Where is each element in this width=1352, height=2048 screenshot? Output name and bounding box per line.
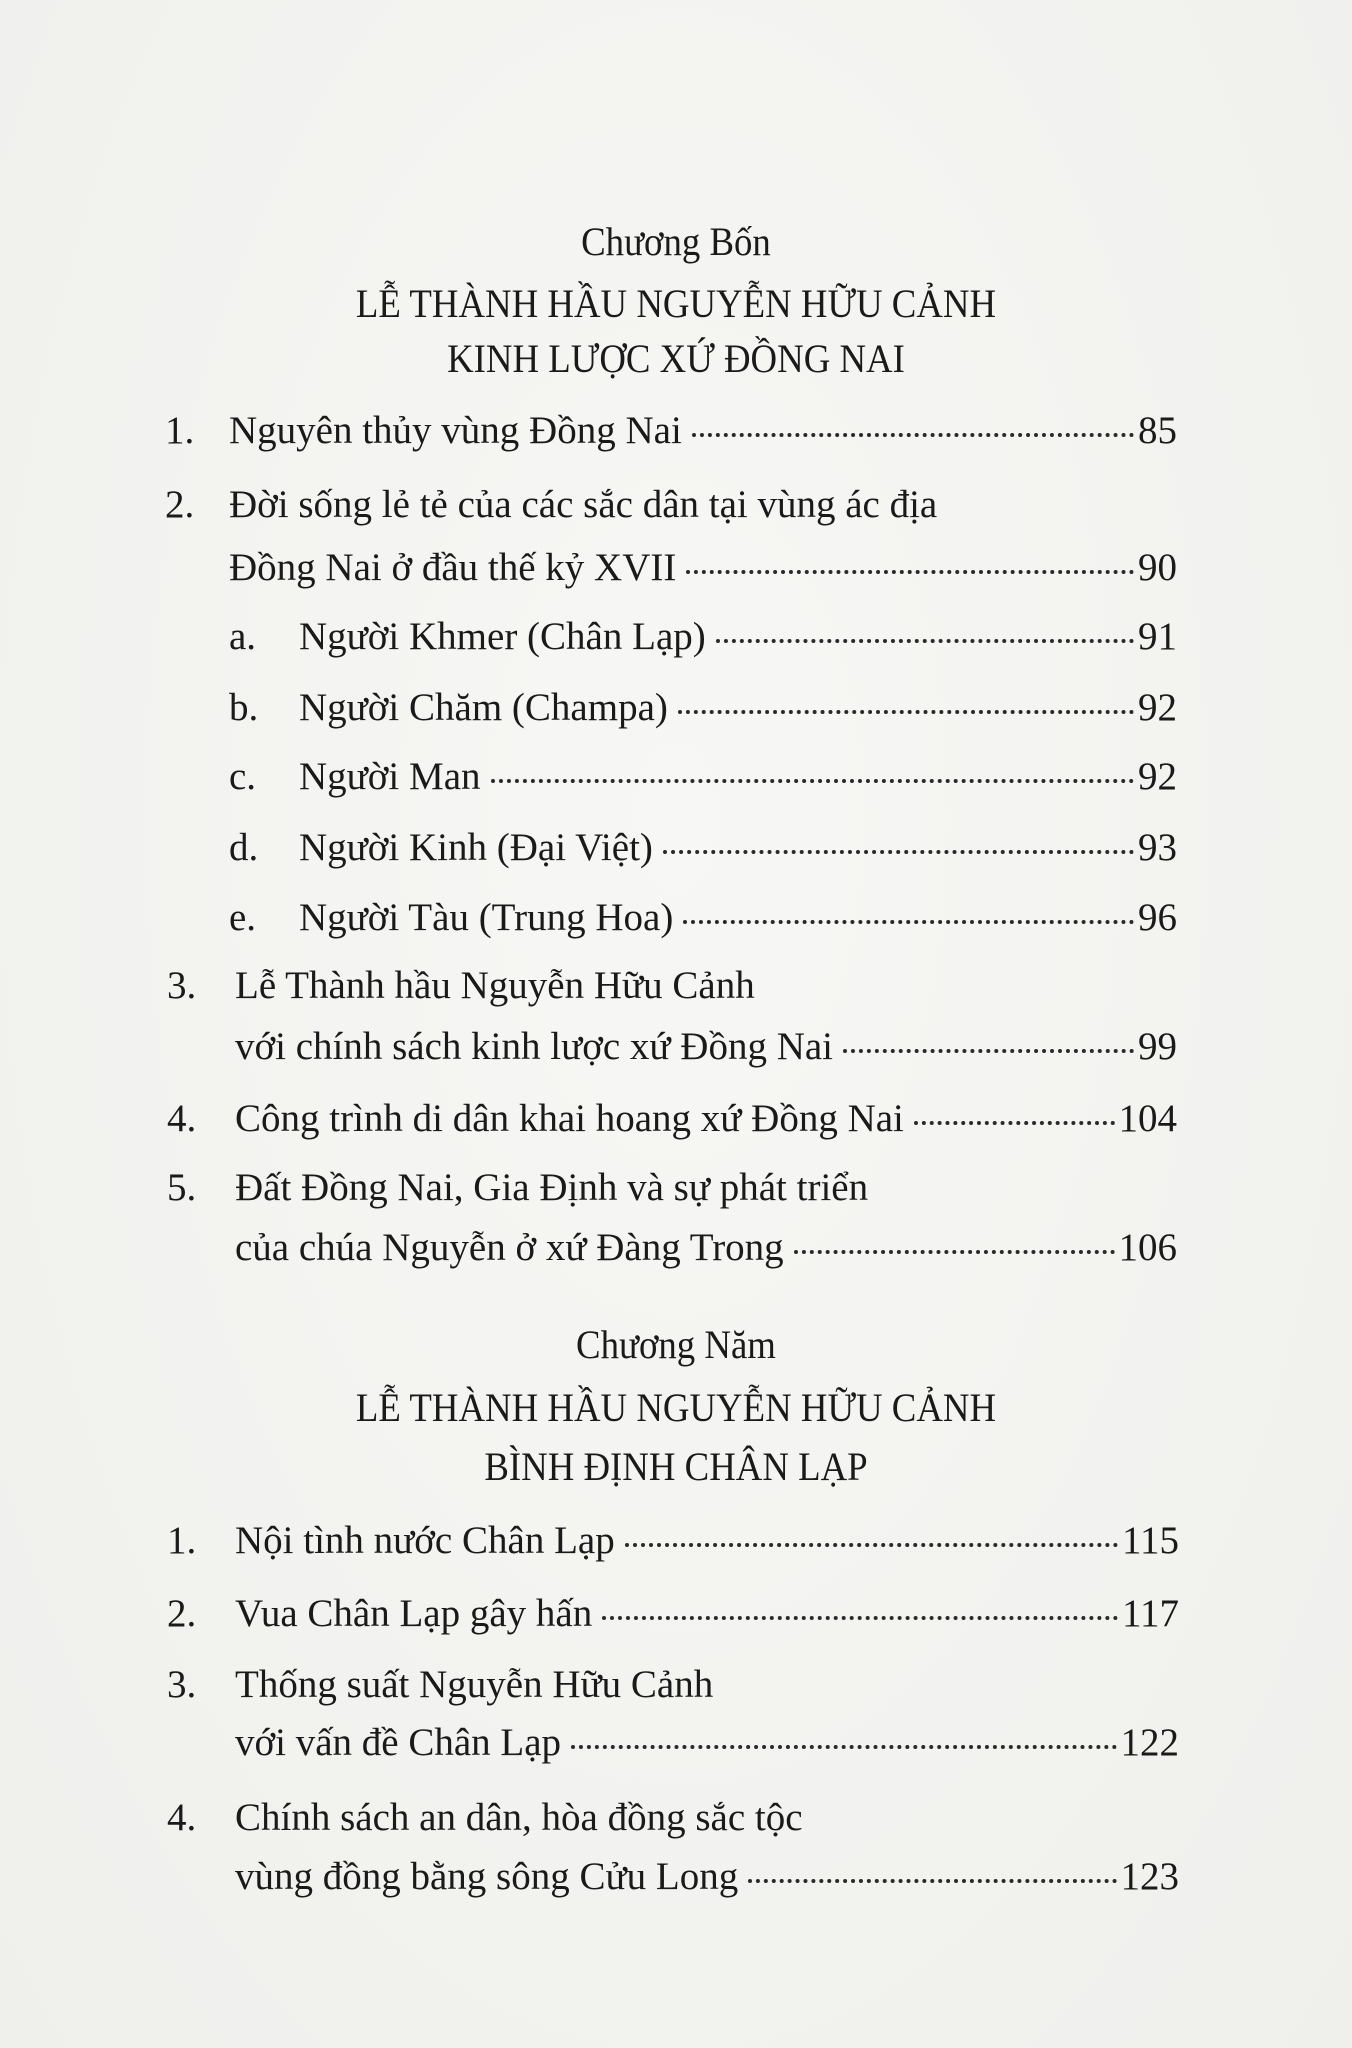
page-number: 115 [1121, 1519, 1179, 1562]
entry-letter: c. [229, 755, 257, 798]
toc-subentry[interactable] [229, 824, 1177, 872]
chapter-label: Chương Năm [576, 1322, 776, 1367]
dot-leader [843, 1049, 1134, 1053]
toc-entry[interactable] [167, 1095, 1177, 1143]
dot-leader [686, 570, 1134, 574]
entry-letter: d. [229, 826, 259, 869]
toc-entry[interactable] [167, 1164, 1177, 1212]
toc-subentry[interactable] [229, 753, 1177, 801]
chapter-title-line1: LỄ THÀNH HẦU NGUYỄN HỮU CẢNH [355, 1385, 997, 1430]
entry-title-line1: Thống suất Nguyễn Hữu Cảnh [235, 1663, 714, 1706]
entry-number: 2. [167, 1592, 197, 1635]
entry-title-line2: với chính sách kinh lược xứ Đồng Nai [235, 1025, 834, 1068]
page-number: 106 [1118, 1226, 1177, 1269]
page-number: 96 [1138, 896, 1177, 939]
page-number: 104 [1118, 1097, 1177, 1140]
dot-leader [794, 1250, 1115, 1254]
entry-title: Người Khmer (Chân Lạp) [299, 615, 706, 658]
entry-title: Nguyên thủy vùng Đồng Nai [229, 409, 682, 452]
entry-title: Nội tình nước Chân Lạp [235, 1519, 615, 1562]
page-number: 92 [1138, 686, 1177, 729]
toc-subentry[interactable] [229, 613, 1177, 661]
entry-letter: e. [229, 896, 257, 939]
entry-number: 3. [167, 964, 197, 1007]
page-number: 92 [1138, 755, 1177, 798]
toc-entry-continuation[interactable] [235, 1023, 1177, 1071]
page-number: 91 [1138, 615, 1177, 658]
entry-title-line2: với vấn đề Chân Lạp [235, 1721, 562, 1764]
toc-entry[interactable] [167, 1661, 1179, 1709]
chapter-title-line1: LỄ THÀNH HẦU NGUYỄN HỮU CẢNH [355, 281, 997, 326]
dot-leader [663, 850, 1134, 854]
entry-title-line1: Chính sách an dân, hòa đồng sắc tộc [235, 1796, 803, 1839]
dot-leader [692, 433, 1134, 437]
entry-title: Vua Chân Lạp gây hấn [235, 1592, 593, 1635]
entry-title: Công trình di dân khai hoang xứ Đồng Nai [235, 1097, 904, 1140]
entry-number: 3. [167, 1663, 197, 1706]
entry-title: Người Kinh (Đại Việt) [299, 826, 653, 869]
page-number: 85 [1138, 409, 1177, 452]
page-number: 99 [1138, 1025, 1177, 1068]
page-number: 90 [1138, 546, 1177, 589]
entry-title-line2: vùng đồng bằng sông Cửu Long [235, 1855, 739, 1898]
toc-subentry[interactable] [229, 684, 1177, 732]
chapter-title-line2: BÌNH ĐỊNH CHÂN LẠP [484, 1444, 868, 1489]
page-number: 123 [1120, 1855, 1179, 1898]
toc-entry[interactable] [167, 962, 1177, 1010]
toc-entry[interactable] [167, 1794, 1179, 1842]
page-number: 122 [1120, 1721, 1179, 1764]
entry-number: 4. [167, 1097, 197, 1140]
entry-title-line1: Lễ Thành hầu Nguyễn Hữu Cảnh [235, 964, 755, 1007]
toc-entry-continuation[interactable] [235, 1224, 1177, 1272]
toc-entry-continuation[interactable] [235, 1719, 1179, 1767]
entry-title-line1: Đời sống lẻ tẻ của các sắc dân tại vùng ác địa [229, 483, 938, 526]
toc-entry[interactable] [167, 1517, 1179, 1565]
entry-title-line2: Đồng Nai ở đầu thế kỷ XVII [229, 546, 677, 589]
dot-leader [748, 1879, 1116, 1883]
entry-letter: a. [229, 615, 257, 658]
entry-number: 5. [167, 1166, 197, 1209]
dot-leader [602, 1616, 1118, 1620]
entry-title-line1: Đất Đồng Nai, Gia Định và sự phát triển [235, 1166, 869, 1209]
dot-leader [571, 1745, 1116, 1749]
toc-entry[interactable] [165, 481, 1177, 529]
page-number: 93 [1138, 826, 1177, 869]
dot-leader [716, 639, 1134, 643]
entry-title: Người Man [299, 755, 481, 798]
toc-entry-continuation[interactable] [229, 544, 1177, 592]
toc-entry[interactable] [167, 1590, 1179, 1638]
toc-entry[interactable] [165, 407, 1177, 455]
entry-number: 1. [165, 409, 195, 452]
entry-title: Người Tàu (Trung Hoa) [299, 896, 674, 939]
entry-letter: b. [229, 686, 259, 729]
dot-leader [914, 1121, 1115, 1125]
dot-leader [491, 779, 1135, 783]
dot-leader [678, 710, 1134, 714]
entry-title: Người Chăm (Champa) [299, 686, 668, 729]
toc-entry-continuation[interactable] [235, 1853, 1179, 1901]
entry-number: 4. [167, 1796, 197, 1839]
dot-leader [683, 920, 1134, 924]
dot-leader [625, 1543, 1118, 1547]
toc-subentry[interactable] [229, 894, 1177, 942]
entry-number: 2. [165, 483, 195, 526]
chapter-label: Chương Bốn [581, 219, 771, 264]
entry-number: 1. [167, 1519, 197, 1562]
chapter-title-line2: KINH LƯỢC XỨ ĐỒNG NAI [447, 336, 905, 381]
entry-title-line2: của chúa Nguyễn ở xứ Đàng Trong [235, 1226, 784, 1269]
page-number: 117 [1121, 1592, 1179, 1635]
